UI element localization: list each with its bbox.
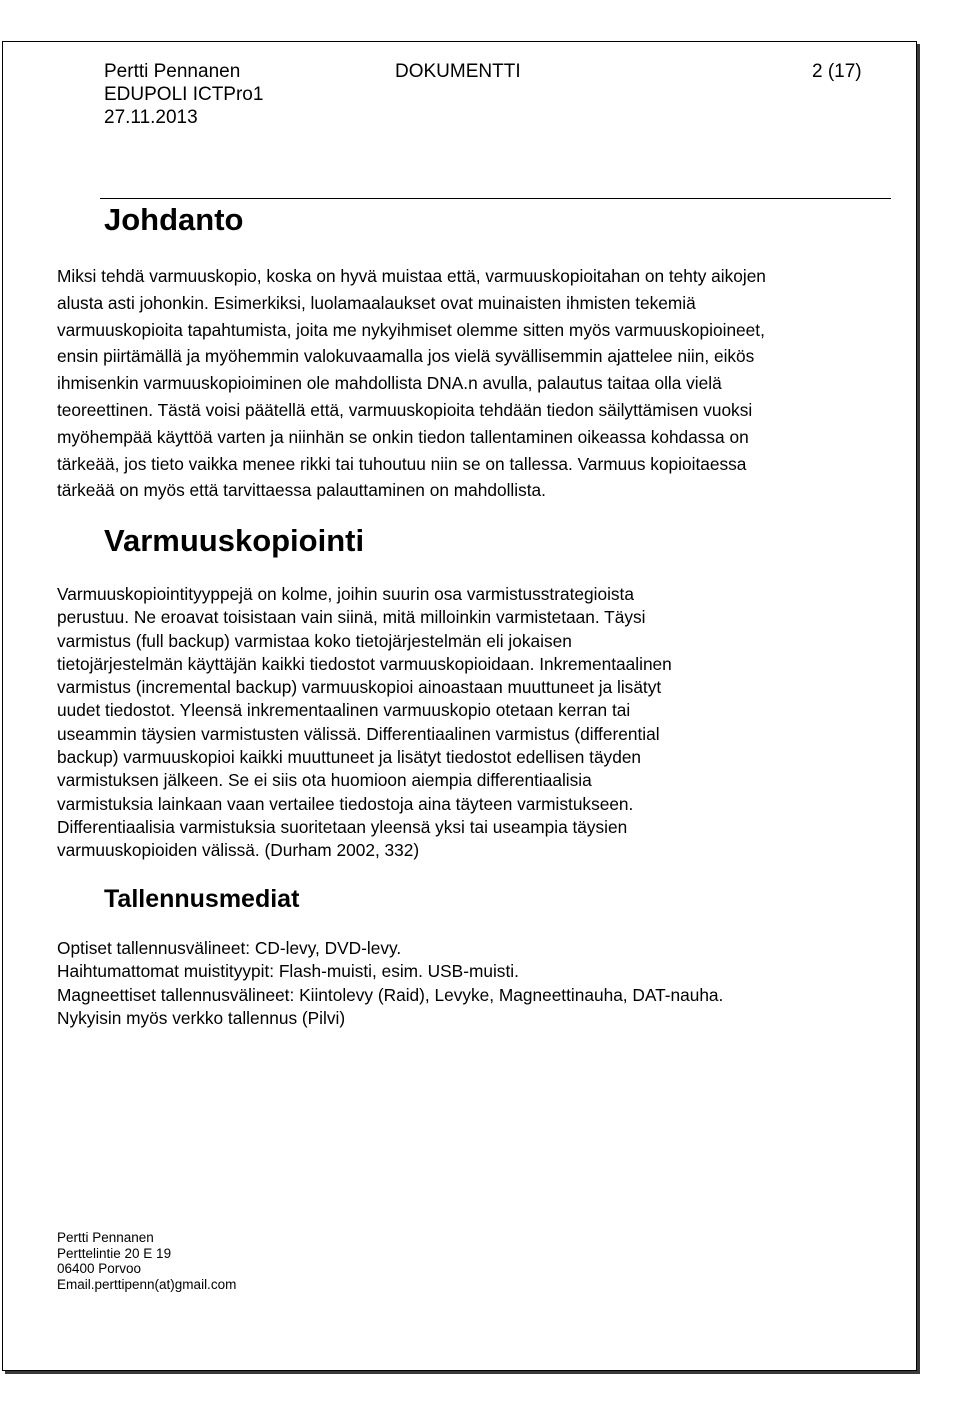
text-line: Magneettiset tallennusvälineet: Kiintolevy (Raid), Levyke, Magneettinauha, DAT-nauha. xyxy=(57,984,724,1005)
text-line: ensin piirtämällä ja myöhemmin valokuvaamalla jos vielä syvällisemmin ajattelee niin, eikös xyxy=(57,346,755,367)
footer-street: Perttelintie 20 E 19 xyxy=(57,1245,172,1261)
text-line: alusta asti johonkin. Esimerkiksi, luolamaalaukset ovat muinaisten ihmisten tekemiä xyxy=(57,292,696,313)
text-line: tärkeää on myös että tarvittaessa palauttaminen on mahdollista. xyxy=(57,480,546,501)
text-line: varmistus (incremental backup) varmuuskopioi ainoastaan muuttuneet ja lisätyt xyxy=(57,677,662,698)
footer-name: Pertti Pennanen xyxy=(57,1230,154,1245)
heading-johdanto: Johdanto xyxy=(104,202,244,237)
text-line: varmuuskopioiden välissä. (Durham 2002, 332) xyxy=(57,840,420,861)
paragraph-varmuuskopiointi xyxy=(57,583,672,863)
text-line: varmistuksen jälkeen. Se ei siis ota huomioon aiempia differentiaalisia xyxy=(57,770,592,791)
text-line: varmistuksia lainkaan vaan vertailee tiedostoja aina täyteen varmistukseen. xyxy=(57,793,634,814)
text-line: varmuuskopioita tapahtumista, joita me nykyihmiset olemme sitten myös varmuuskopioineet, xyxy=(57,319,765,340)
header-page-number: 2 (17) xyxy=(812,61,862,82)
paragraph-tallennusmediat xyxy=(57,937,723,1031)
text-line: uudet tiedostot. Yleensä inkrementaalinen varmuuskopio otetaan kerran tai xyxy=(57,700,631,721)
text-line: Miksi tehdä varmuuskopio, koska on hyvä muistaa että, varmuuskopioitahan on tehty aikojen xyxy=(57,266,766,286)
text-line: tietojärjestelmän käyttäjän kaikki tiedostot varmuuskopioidaan. Inkrementaalinen xyxy=(57,653,672,674)
footer-city: 06400 Porvoo xyxy=(57,1261,142,1277)
text-line: varmistus (full backup) varmistaa koko tietojärjestelmän eli jokaisen xyxy=(57,630,572,651)
text-line: Varmuuskopiointityyppejä on kolme, joihin suurin osa varmistusstrategioista xyxy=(57,584,634,604)
text-line: ihmisenkin varmuuskopioiminen ole mahdollista DNA.n avulla, palautus taitaa olla vielä xyxy=(57,373,722,394)
header-organization: EDUPOLI ICTPro1 xyxy=(104,84,264,105)
heading-varmuuskopiointi: Varmuuskopiointi xyxy=(104,523,365,558)
header-doc-type: DOKUMENTTI xyxy=(395,61,521,82)
paragraph-johdanto xyxy=(57,263,766,504)
text-line: myöhempää käyttöä varten ja niinhän se onkin tiedon tallentaminen oikeassa kohdassa on xyxy=(57,426,749,447)
header-author: Pertti Pennanen xyxy=(104,61,241,82)
heading-tallennusmediat: Tallennusmediat xyxy=(104,885,300,913)
header-divider xyxy=(100,198,891,199)
footer-contact xyxy=(57,1230,236,1292)
text-line: Differentiaalisia varmistuksia suoritetaan yleensä yksi tai useampia täysien xyxy=(57,816,628,837)
text-line: perustuu. Ne eroavat toisistaan vain siinä, mitä milloinkin varmistetaan. Täysi xyxy=(57,607,646,628)
text-line: useammin täysien varmistusten välissä. Differentiaalinen varmistus (differential xyxy=(57,723,660,744)
text-line: tärkeää, jos tieto vaikka menee rikki tai tuhoutuu niin se on tallessa. Varmuus kopioitaessa xyxy=(57,453,747,474)
text-line: teoreettinen. Tästä voisi päätellä että, varmuuskopioita tehdään tiedon säilyttämisen vuoksi xyxy=(57,399,753,420)
text-line: Nykyisin myös verkko tallennus (Pilvi) xyxy=(57,1008,346,1029)
text-line: backup) varmuuskopioi kaikki muuttuneet ja lisätyt tiedostot edellisen täyden xyxy=(57,747,642,768)
footer-email: Email.perttipenn(at)gmail.com xyxy=(57,1276,237,1292)
text-line: Haihtumattomat muistityypit: Flash-muisti, esim. USB-muisti. xyxy=(57,961,519,982)
header-date: 27.11.2013 xyxy=(104,107,198,128)
text-line: Optiset tallennusvälineet: CD-levy, DVD-levy. xyxy=(57,938,402,958)
